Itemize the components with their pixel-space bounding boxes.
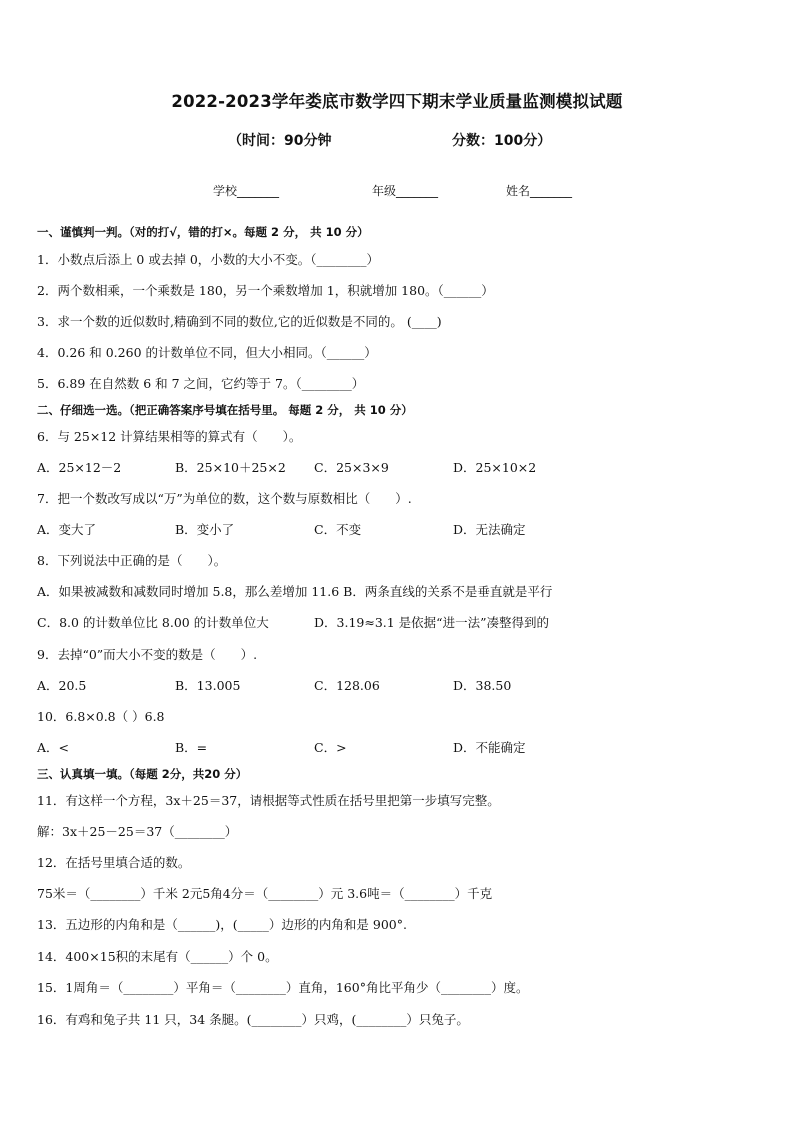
option-c[interactable]: C．25×3×9 — [314, 460, 389, 475]
question-14[interactable]: 14．400×15积的末尾有（______）个 0。 — [37, 949, 278, 964]
grade-field[interactable]: 年级_______ — [372, 184, 439, 198]
option-b[interactable]: B．25×10＋25×2 — [175, 460, 286, 475]
option-c[interactable]: C．> — [314, 740, 347, 755]
section-1-heading: 一、谨慎判一判。（对的打√，错的打×。每题 2 分， 共 10 分） — [37, 225, 369, 239]
question-7: 7．把一个数改写成以“万”为单位的数，这个数与原数相比（ ）. — [37, 491, 412, 506]
question-10: 10．6.8×0.8（ ）6.8 — [37, 709, 165, 724]
option-a[interactable]: A．< — [37, 740, 70, 755]
option-d[interactable]: D．38.50 — [453, 678, 512, 693]
page-title: 2022-2023学年娄底市数学四下期末学业质量监测模拟试题 — [171, 92, 623, 111]
option-c[interactable]: C．不变 — [314, 522, 362, 537]
question-4: 4．0.26 和 0.260 的计数单位不同，但大小相同。（______） — [37, 345, 377, 360]
question-12-blanks[interactable]: 75米＝（________）千米 2元5角4分＝（________）元 3.6吨＝（________）千克 — [37, 886, 493, 901]
exam-score: 分数：100分） — [452, 133, 552, 149]
school-field[interactable]: 学校_______ — [213, 184, 280, 198]
question-9: 9．去掉“0”而大小不变的数是（ ）. — [37, 647, 258, 662]
question-12: 12．在括号里填合适的数。 — [37, 855, 191, 870]
question-11-answer-line[interactable]: 解：3x＋25－25＝37（________） — [37, 824, 238, 839]
question-15[interactable]: 15．1周角＝（________）平角＝（________）直角，160°角比平角少（________）度。 — [37, 980, 529, 995]
option-a[interactable]: A．20.5 — [37, 678, 87, 693]
question-2: 2．两个数相乘，一个乘数是 180，另一个乘数增加 1，积就增加 180。（______） — [37, 283, 494, 298]
option-a[interactable]: A．变大了 — [37, 522, 97, 537]
question-3: 3．求一个数的近似数时,精确到不同的数位,它的近似数是不同的。 (____) — [37, 314, 442, 329]
question-13[interactable]: 13．五边形的内角和是（______)，(_____）边形的内角和是 900°. — [37, 917, 407, 932]
name-field[interactable]: 姓名_______ — [506, 184, 573, 198]
question-8-options-ab[interactable]: A．如果被减数和减数同时增加 5.8，那么差增加 11.6 B．两条直线的关系不是垂直就是平行 — [37, 584, 553, 599]
option-d[interactable]: D．无法确定 — [453, 522, 526, 537]
question-6: 6．与 25×12 计算结果相等的算式有（ ）。 — [37, 429, 302, 444]
question-16[interactable]: 16．有鸡和兔子共 11 只，34 条腿。(________）只鸡，(________）只兔子。 — [37, 1012, 469, 1027]
section-2-heading: 二、仔细选一选。（把正确答案序号填在括号里。 每题 2 分， 共 10 分） — [37, 403, 413, 417]
option-d[interactable]: D．不能确定 — [453, 740, 526, 755]
option-c[interactable]: C．8.0 的计数单位比 8.00 的计数单位大 — [37, 615, 269, 630]
option-b[interactable]: B．变小了 — [175, 522, 235, 537]
question-11: 11．有这样一个方程，3x＋25＝37，请根据等式性质在括号里把第一步填写完整。 — [37, 793, 500, 808]
option-b[interactable]: B．13.005 — [175, 678, 241, 693]
question-5: 5．6.89 在自然数 6 和 7 之间，它约等于 7。（________） — [37, 376, 365, 391]
exam-time: （时间：90分钟 — [228, 133, 332, 149]
section-3-heading: 三、认真填一填。（每题 2分，共20 分） — [37, 767, 248, 781]
option-a[interactable]: A．25×12－2 — [37, 460, 122, 475]
option-d[interactable]: D．25×10×2 — [453, 460, 537, 475]
question-8: 8．下列说法中正确的是（ ）。 — [37, 553, 227, 568]
option-b[interactable]: B．= — [175, 740, 208, 755]
question-1: 1．小数点后添上 0 或去掉 0，小数的大小不变。（________） — [37, 252, 380, 267]
option-c[interactable]: C．128.06 — [314, 678, 380, 693]
option-d[interactable]: D．3.19≈3.1 是依据“进一法”凑整得到的 — [314, 615, 549, 630]
